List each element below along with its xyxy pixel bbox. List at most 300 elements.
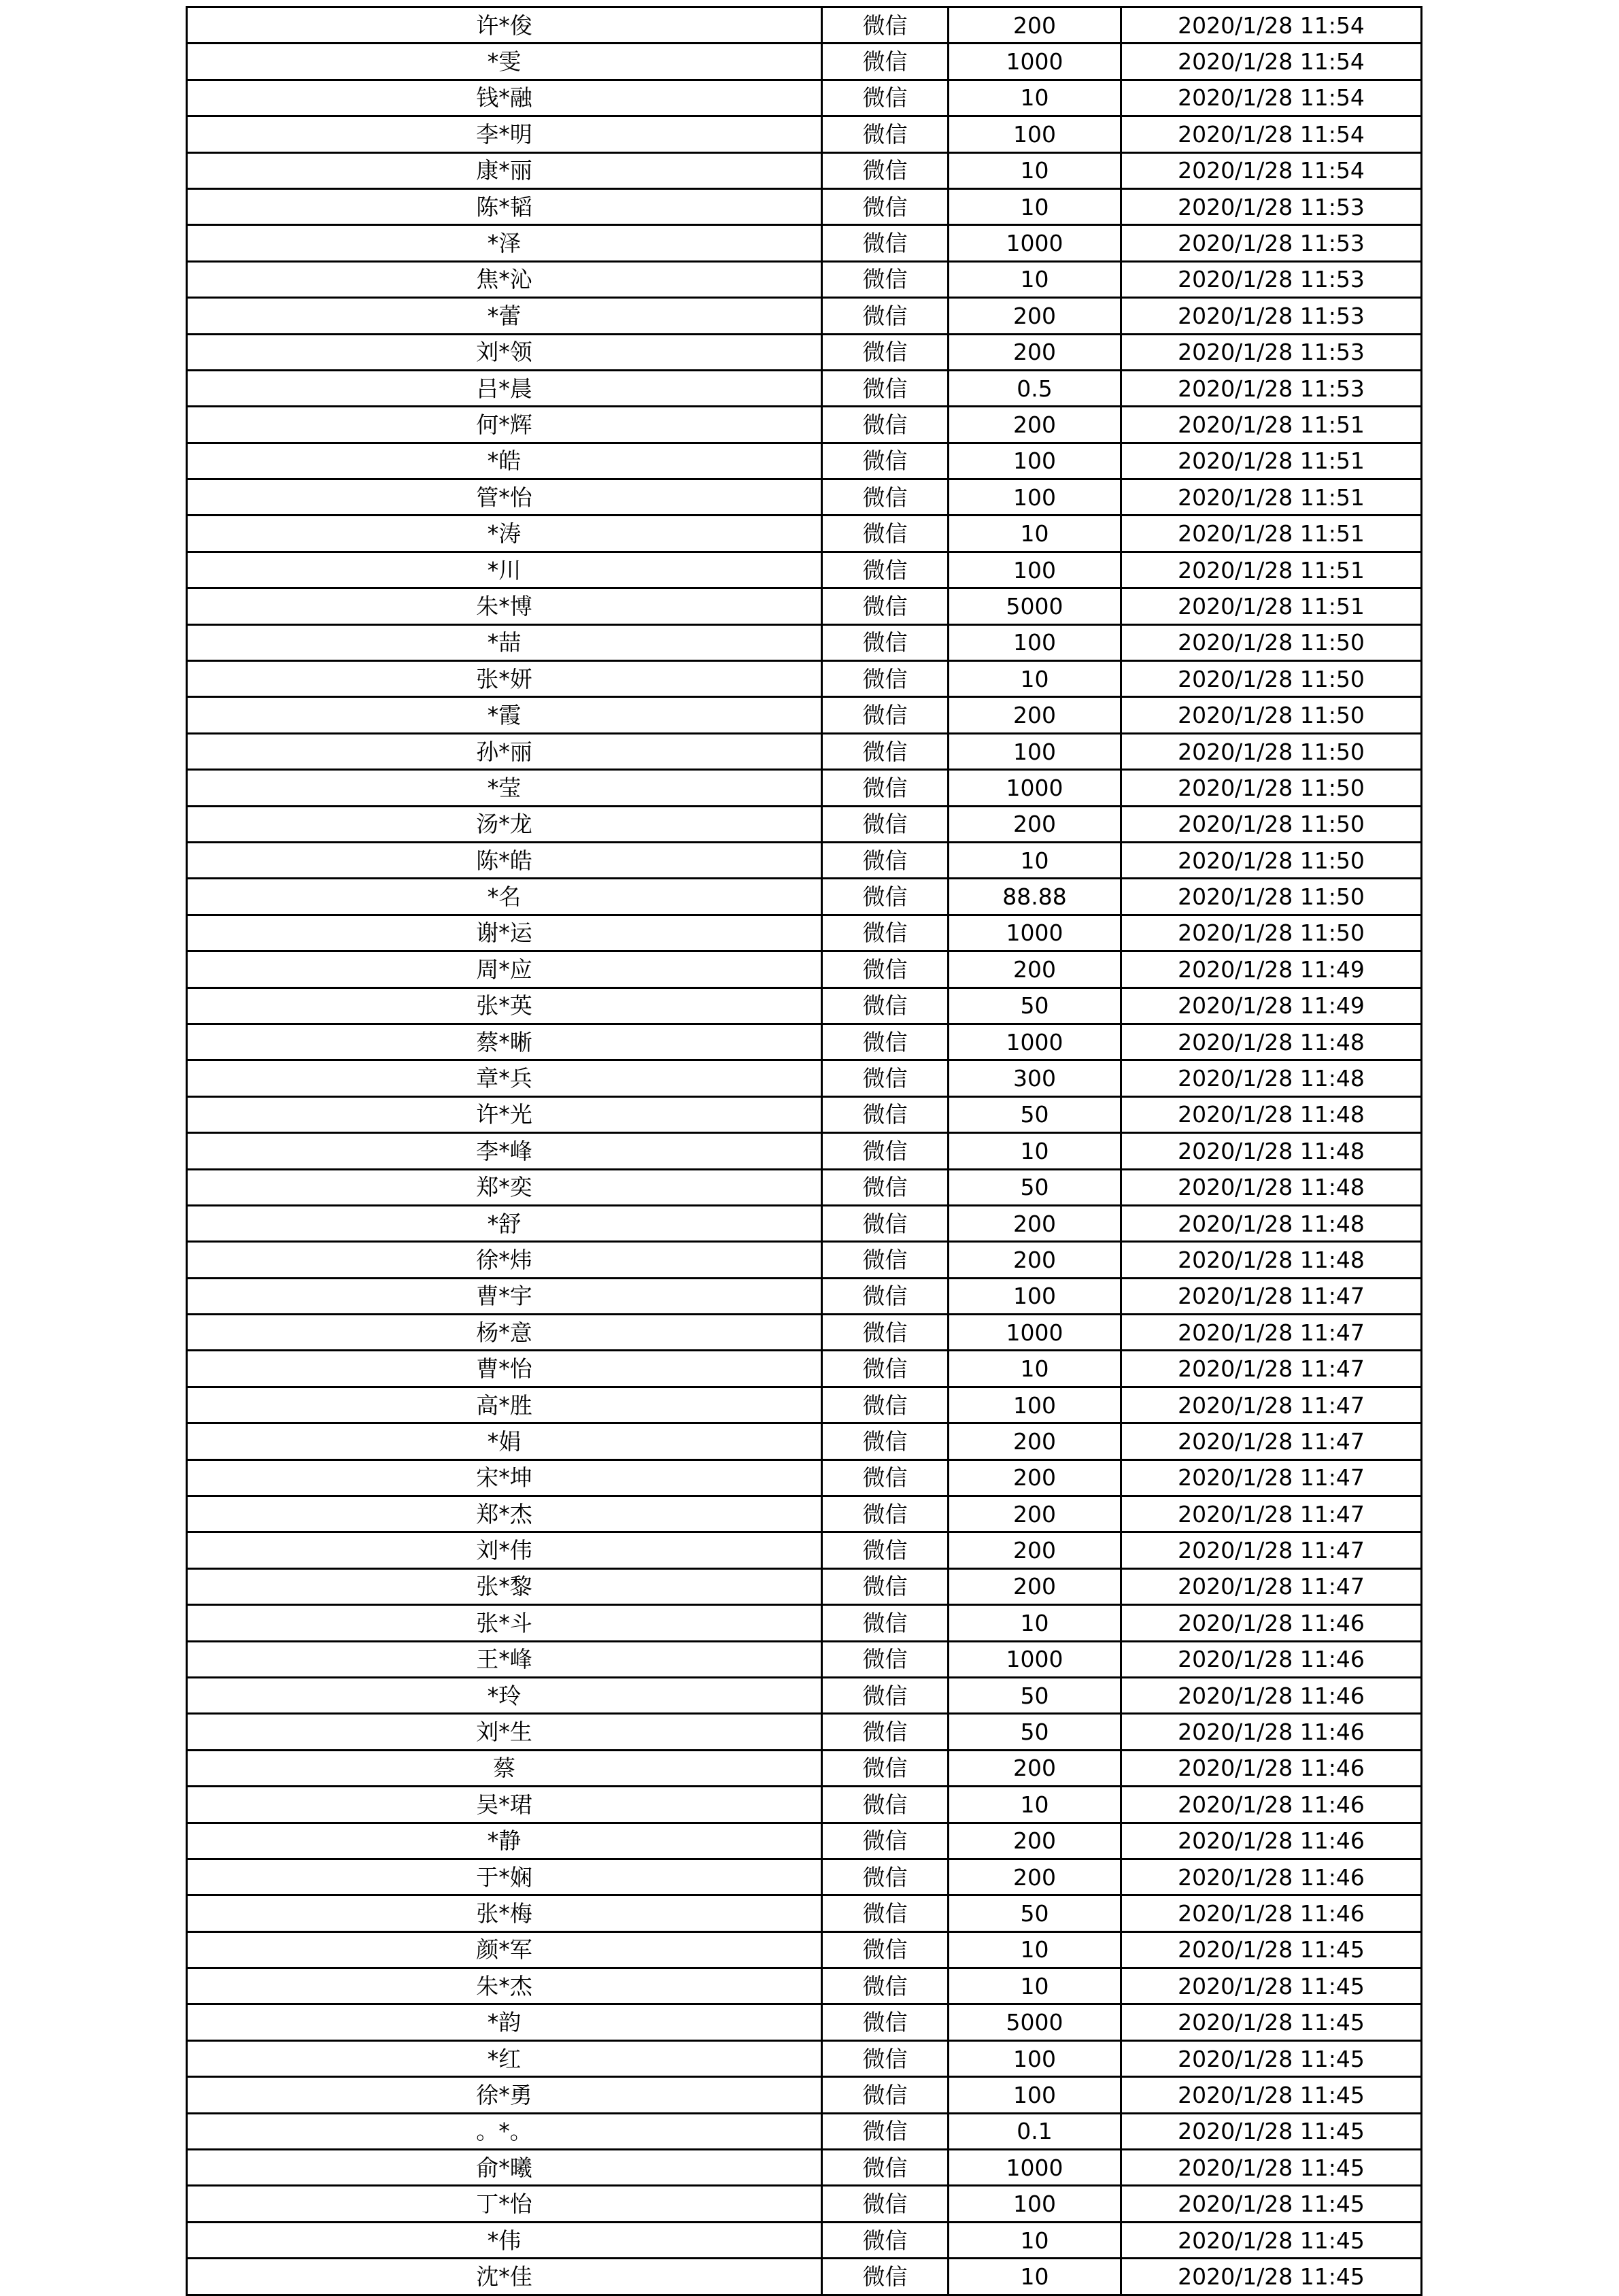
table-row xyxy=(187,2113,1422,2149)
payment-method-cell: 微信 xyxy=(822,80,949,116)
table-row xyxy=(187,1641,1422,1677)
donor-name-cell: 康*丽 xyxy=(187,152,822,188)
datetime-cell: 2020/1/28 11:48 xyxy=(1121,1060,1422,1096)
table-row xyxy=(187,624,1422,660)
payment-method-cell: 微信 xyxy=(822,733,949,769)
table-row xyxy=(187,7,1422,44)
donor-name-cell: 张*梅 xyxy=(187,1895,822,1931)
payment-method-cell: 微信 xyxy=(822,2222,949,2258)
table-row xyxy=(187,552,1422,588)
datetime-cell: 2020/1/28 11:51 xyxy=(1121,552,1422,588)
table-row xyxy=(187,1532,1422,1568)
datetime-cell: 2020/1/28 11:50 xyxy=(1121,661,1422,697)
donor-name-cell: 李*峰 xyxy=(187,1133,822,1169)
datetime-cell: 2020/1/28 11:45 xyxy=(1121,2186,1422,2222)
amount-cell: 50 xyxy=(949,1169,1121,1205)
payment-method-cell: 微信 xyxy=(822,1532,949,1568)
donor-name-cell: 焦*沁 xyxy=(187,261,822,297)
table-row xyxy=(187,588,1422,624)
amount-cell: 1000 xyxy=(949,1024,1121,1060)
donor-name-cell: *娟 xyxy=(187,1423,822,1459)
payment-method-cell: 微信 xyxy=(822,1895,949,1931)
amount-cell: 300 xyxy=(949,1060,1121,1096)
payment-method-cell: 微信 xyxy=(822,152,949,188)
amount-cell: 0.5 xyxy=(949,370,1121,406)
amount-cell: 200 xyxy=(949,1496,1121,1532)
donor-name-cell: 何*辉 xyxy=(187,407,822,443)
datetime-cell: 2020/1/28 11:53 xyxy=(1121,225,1422,261)
donor-name-cell: 高*胜 xyxy=(187,1387,822,1423)
table-row xyxy=(187,661,1422,697)
table-row xyxy=(187,1387,1422,1423)
donor-name-cell: 丁*怡 xyxy=(187,2186,822,2222)
table-row xyxy=(187,1242,1422,1278)
amount-cell: 50 xyxy=(949,1677,1121,1713)
payment-method-cell: 微信 xyxy=(822,1278,949,1314)
datetime-cell: 2020/1/28 11:53 xyxy=(1121,188,1422,224)
donor-name-cell: 张*斗 xyxy=(187,1605,822,1641)
datetime-cell: 2020/1/28 11:46 xyxy=(1121,1895,1422,1931)
datetime-cell: 2020/1/28 11:49 xyxy=(1121,987,1422,1024)
donor-name-cell: *霞 xyxy=(187,697,822,733)
table-row xyxy=(187,2077,1422,2113)
table-row xyxy=(187,1859,1422,1895)
datetime-cell: 2020/1/28 11:47 xyxy=(1121,1351,1422,1387)
donor-name-cell: 许*俊 xyxy=(187,7,822,44)
amount-cell: 10 xyxy=(949,2259,1121,2295)
payment-method-cell: 微信 xyxy=(822,407,949,443)
donor-name-cell: 蔡*晰 xyxy=(187,1024,822,1060)
payment-method-cell: 微信 xyxy=(822,261,949,297)
table-row xyxy=(187,1205,1422,1241)
payment-method-cell: 微信 xyxy=(822,879,949,915)
donor-name-cell: 颜*军 xyxy=(187,1931,822,1968)
payment-method-cell: 微信 xyxy=(822,987,949,1024)
amount-cell: 10 xyxy=(949,1133,1121,1169)
donor-name-cell: 徐*勇 xyxy=(187,2077,822,2113)
donation-table xyxy=(186,6,1422,2296)
amount-cell: 1000 xyxy=(949,225,1121,261)
datetime-cell: 2020/1/28 11:54 xyxy=(1121,116,1422,152)
donor-name-cell: 许*光 xyxy=(187,1096,822,1132)
donor-name-cell: 张*英 xyxy=(187,987,822,1024)
donor-name-cell: 宋*坤 xyxy=(187,1459,822,1496)
amount-cell: 1000 xyxy=(949,1315,1121,1351)
donor-name-cell: 蔡 xyxy=(187,1750,822,1786)
payment-method-cell: 微信 xyxy=(822,588,949,624)
table-row xyxy=(187,1895,1422,1931)
amount-cell: 10 xyxy=(949,2222,1121,2258)
donor-name-cell: 张*黎 xyxy=(187,1568,822,1604)
table-row xyxy=(187,479,1422,516)
datetime-cell: 2020/1/28 11:45 xyxy=(1121,2004,1422,2040)
table-row xyxy=(187,152,1422,188)
table-row xyxy=(187,1351,1422,1387)
datetime-cell: 2020/1/28 11:47 xyxy=(1121,1496,1422,1532)
datetime-cell: 2020/1/28 11:53 xyxy=(1121,334,1422,370)
amount-cell: 10 xyxy=(949,1351,1121,1387)
payment-method-cell: 微信 xyxy=(822,298,949,334)
payment-method-cell: 微信 xyxy=(822,2077,949,2113)
donor-name-cell: 吴*珺 xyxy=(187,1787,822,1823)
donor-name-cell: *蕾 xyxy=(187,298,822,334)
amount-cell: 100 xyxy=(949,1278,1121,1314)
donor-name-cell: 刘*领 xyxy=(187,334,822,370)
datetime-cell: 2020/1/28 11:46 xyxy=(1121,1859,1422,1895)
donor-name-cell: *莹 xyxy=(187,770,822,806)
datetime-cell: 2020/1/28 11:46 xyxy=(1121,1677,1422,1713)
datetime-cell: 2020/1/28 11:46 xyxy=(1121,1605,1422,1641)
payment-method-cell: 微信 xyxy=(822,1387,949,1423)
table-row xyxy=(187,1459,1422,1496)
datetime-cell: 2020/1/28 11:49 xyxy=(1121,951,1422,987)
payment-method-cell: 微信 xyxy=(822,2150,949,2186)
table-row xyxy=(187,1931,1422,1968)
datetime-cell: 2020/1/28 11:45 xyxy=(1121,1968,1422,2004)
datetime-cell: 2020/1/28 11:46 xyxy=(1121,1750,1422,1786)
donor-name-cell: *雯 xyxy=(187,44,822,80)
amount-cell: 200 xyxy=(949,7,1121,44)
amount-cell: 100 xyxy=(949,479,1121,516)
datetime-cell: 2020/1/28 11:46 xyxy=(1121,1714,1422,1750)
amount-cell: 88.88 xyxy=(949,879,1121,915)
donor-name-cell: 王*峰 xyxy=(187,1641,822,1677)
table-row xyxy=(187,1024,1422,1060)
payment-method-cell: 微信 xyxy=(822,1351,949,1387)
amount-cell: 200 xyxy=(949,1750,1121,1786)
datetime-cell: 2020/1/28 11:45 xyxy=(1121,2150,1422,2186)
table-row xyxy=(187,879,1422,915)
donor-name-cell: 刘*生 xyxy=(187,1714,822,1750)
datetime-cell: 2020/1/28 11:48 xyxy=(1121,1024,1422,1060)
table-row xyxy=(187,1750,1422,1786)
payment-method-cell: 微信 xyxy=(822,225,949,261)
donor-name-cell: 刘*伟 xyxy=(187,1532,822,1568)
amount-cell: 200 xyxy=(949,298,1121,334)
table-row xyxy=(187,770,1422,806)
datetime-cell: 2020/1/28 11:53 xyxy=(1121,261,1422,297)
datetime-cell: 2020/1/28 11:48 xyxy=(1121,1096,1422,1132)
table-row xyxy=(187,1169,1422,1205)
datetime-cell: 2020/1/28 11:47 xyxy=(1121,1459,1422,1496)
datetime-cell: 2020/1/28 11:45 xyxy=(1121,2222,1422,2258)
donor-name-cell: 孙*丽 xyxy=(187,733,822,769)
amount-cell: 1000 xyxy=(949,1641,1121,1677)
amount-cell: 50 xyxy=(949,987,1121,1024)
table-row xyxy=(187,697,1422,733)
donor-name-cell: *川 xyxy=(187,552,822,588)
datetime-cell: 2020/1/28 11:54 xyxy=(1121,7,1422,44)
donor-name-cell: 徐*炜 xyxy=(187,1242,822,1278)
datetime-cell: 2020/1/28 11:45 xyxy=(1121,2113,1422,2149)
amount-cell: 1000 xyxy=(949,770,1121,806)
payment-method-cell: 微信 xyxy=(822,1315,949,1351)
donor-name-cell: *玲 xyxy=(187,1677,822,1713)
table-row xyxy=(187,2040,1422,2076)
donor-name-cell: 郑*杰 xyxy=(187,1496,822,1532)
datetime-cell: 2020/1/28 11:50 xyxy=(1121,770,1422,806)
donor-name-cell: *韵 xyxy=(187,2004,822,2040)
table-row xyxy=(187,370,1422,406)
datetime-cell: 2020/1/28 11:50 xyxy=(1121,697,1422,733)
payment-method-cell: 微信 xyxy=(822,1496,949,1532)
payment-method-cell: 微信 xyxy=(822,2040,949,2076)
donor-name-cell: 周*应 xyxy=(187,951,822,987)
table-row xyxy=(187,1060,1422,1096)
amount-cell: 1000 xyxy=(949,44,1121,80)
payment-method-cell: 微信 xyxy=(822,1423,949,1459)
table-row xyxy=(187,2259,1422,2295)
donor-name-cell: 曹*怡 xyxy=(187,1351,822,1387)
donor-name-cell: *涛 xyxy=(187,516,822,552)
amount-cell: 10 xyxy=(949,1968,1121,2004)
payment-method-cell: 微信 xyxy=(822,1931,949,1968)
amount-cell: 50 xyxy=(949,1714,1121,1750)
payment-method-cell: 微信 xyxy=(822,2186,949,2222)
datetime-cell: 2020/1/28 11:45 xyxy=(1121,2040,1422,2076)
amount-cell: 50 xyxy=(949,1096,1121,1132)
table-row xyxy=(187,1133,1422,1169)
table-row xyxy=(187,2222,1422,2258)
datetime-cell: 2020/1/28 11:45 xyxy=(1121,2077,1422,2113)
payment-method-cell: 微信 xyxy=(822,116,949,152)
table-row xyxy=(187,987,1422,1024)
amount-cell: 5000 xyxy=(949,588,1121,624)
table-row xyxy=(187,1823,1422,1859)
payment-method-cell: 微信 xyxy=(822,915,949,951)
donor-name-cell: 杨*意 xyxy=(187,1315,822,1351)
donor-name-cell: *红 xyxy=(187,2040,822,2076)
payment-method-cell: 微信 xyxy=(822,1169,949,1205)
table-row xyxy=(187,1423,1422,1459)
datetime-cell: 2020/1/28 11:51 xyxy=(1121,407,1422,443)
datetime-cell: 2020/1/28 11:47 xyxy=(1121,1315,1422,1351)
payment-method-cell: 微信 xyxy=(822,516,949,552)
table-row xyxy=(187,1496,1422,1532)
donor-name-cell: *静 xyxy=(187,1823,822,1859)
amount-cell: 10 xyxy=(949,261,1121,297)
payment-method-cell: 微信 xyxy=(822,443,949,479)
payment-method-cell: 微信 xyxy=(822,1823,949,1859)
amount-cell: 100 xyxy=(949,116,1121,152)
table-row xyxy=(187,1278,1422,1314)
amount-cell: 100 xyxy=(949,2186,1121,2222)
payment-method-cell: 微信 xyxy=(822,1024,949,1060)
payment-method-cell: 微信 xyxy=(822,188,949,224)
donor-name-cell: 俞*曦 xyxy=(187,2150,822,2186)
payment-method-cell: 微信 xyxy=(822,1568,949,1604)
datetime-cell: 2020/1/28 11:50 xyxy=(1121,879,1422,915)
table-row xyxy=(187,298,1422,334)
datetime-cell: 2020/1/28 11:45 xyxy=(1121,1931,1422,1968)
table-row xyxy=(187,1096,1422,1132)
payment-method-cell: 微信 xyxy=(822,1060,949,1096)
payment-method-cell: 微信 xyxy=(822,1750,949,1786)
donor-name-cell: *喆 xyxy=(187,624,822,660)
table-row xyxy=(187,842,1422,878)
payment-method-cell: 微信 xyxy=(822,2259,949,2295)
donor-name-cell: 章*兵 xyxy=(187,1060,822,1096)
amount-cell: 10 xyxy=(949,188,1121,224)
amount-cell: 100 xyxy=(949,1387,1121,1423)
amount-cell: 200 xyxy=(949,1423,1121,1459)
amount-cell: 200 xyxy=(949,1568,1121,1604)
datetime-cell: 2020/1/28 11:50 xyxy=(1121,915,1422,951)
table-row xyxy=(187,1568,1422,1604)
payment-method-cell: 微信 xyxy=(822,1859,949,1895)
amount-cell: 1000 xyxy=(949,915,1121,951)
payment-method-cell: 微信 xyxy=(822,1605,949,1641)
payment-method-cell: 微信 xyxy=(822,1714,949,1750)
table-row xyxy=(187,516,1422,552)
amount-cell: 0.1 xyxy=(949,2113,1121,2149)
payment-method-cell: 微信 xyxy=(822,1133,949,1169)
datetime-cell: 2020/1/28 11:51 xyxy=(1121,443,1422,479)
amount-cell: 10 xyxy=(949,516,1121,552)
amount-cell: 10 xyxy=(949,661,1121,697)
amount-cell: 1000 xyxy=(949,2150,1121,2186)
datetime-cell: 2020/1/28 11:46 xyxy=(1121,1787,1422,1823)
datetime-cell: 2020/1/28 11:48 xyxy=(1121,1205,1422,1241)
datetime-cell: 2020/1/28 11:46 xyxy=(1121,1641,1422,1677)
donor-name-cell: *伟 xyxy=(187,2222,822,2258)
table-row xyxy=(187,806,1422,842)
datetime-cell: 2020/1/28 11:51 xyxy=(1121,479,1422,516)
table-row xyxy=(187,261,1422,297)
payment-method-cell: 微信 xyxy=(822,552,949,588)
table-row xyxy=(187,2150,1422,2186)
payment-method-cell: 微信 xyxy=(822,1641,949,1677)
amount-cell: 200 xyxy=(949,1532,1121,1568)
table-row xyxy=(187,334,1422,370)
table-row xyxy=(187,2186,1422,2222)
datetime-cell: 2020/1/28 11:50 xyxy=(1121,624,1422,660)
datetime-cell: 2020/1/28 11:54 xyxy=(1121,152,1422,188)
payment-method-cell: 微信 xyxy=(822,842,949,878)
datetime-cell: 2020/1/28 11:50 xyxy=(1121,842,1422,878)
donor-name-cell: 朱*博 xyxy=(187,588,822,624)
payment-method-cell: 微信 xyxy=(822,1242,949,1278)
amount-cell: 10 xyxy=(949,152,1121,188)
table-row xyxy=(187,1714,1422,1750)
datetime-cell: 2020/1/28 11:48 xyxy=(1121,1169,1422,1205)
table-body xyxy=(187,7,1422,2295)
table-row xyxy=(187,1677,1422,1713)
datetime-cell: 2020/1/28 11:53 xyxy=(1121,298,1422,334)
payment-method-cell: 微信 xyxy=(822,1096,949,1132)
datetime-cell: 2020/1/28 11:47 xyxy=(1121,1532,1422,1568)
datetime-cell: 2020/1/28 11:47 xyxy=(1121,1387,1422,1423)
table-row xyxy=(187,951,1422,987)
table-row xyxy=(187,1787,1422,1823)
donor-name-cell: 陈*韬 xyxy=(187,188,822,224)
amount-cell: 5000 xyxy=(949,2004,1121,2040)
payment-method-cell: 微信 xyxy=(822,44,949,80)
table-row xyxy=(187,915,1422,951)
amount-cell: 200 xyxy=(949,1823,1121,1859)
datetime-cell: 2020/1/28 11:53 xyxy=(1121,370,1422,406)
payment-method-cell: 微信 xyxy=(822,1787,949,1823)
payment-method-cell: 微信 xyxy=(822,624,949,660)
donor-name-cell: 汤*龙 xyxy=(187,806,822,842)
donor-name-cell: 。*。 xyxy=(187,2113,822,2149)
payment-method-cell: 微信 xyxy=(822,770,949,806)
payment-method-cell: 微信 xyxy=(822,2113,949,2149)
payment-method-cell: 微信 xyxy=(822,479,949,516)
amount-cell: 10 xyxy=(949,842,1121,878)
donor-name-cell: 钱*融 xyxy=(187,80,822,116)
donor-name-cell: *泽 xyxy=(187,225,822,261)
amount-cell: 100 xyxy=(949,624,1121,660)
donor-name-cell: 沈*佳 xyxy=(187,2259,822,2295)
donor-name-cell: 朱*杰 xyxy=(187,1968,822,2004)
amount-cell: 100 xyxy=(949,443,1121,479)
donor-name-cell: 张*妍 xyxy=(187,661,822,697)
payment-method-cell: 微信 xyxy=(822,661,949,697)
table-row xyxy=(187,443,1422,479)
amount-cell: 200 xyxy=(949,697,1121,733)
donor-name-cell: 管*怡 xyxy=(187,479,822,516)
donor-name-cell: *皓 xyxy=(187,443,822,479)
table-row xyxy=(187,2004,1422,2040)
datetime-cell: 2020/1/28 11:45 xyxy=(1121,2259,1422,2295)
donor-name-cell: 陈*皓 xyxy=(187,842,822,878)
datetime-cell: 2020/1/28 11:50 xyxy=(1121,733,1422,769)
table-row xyxy=(187,1968,1422,2004)
datetime-cell: 2020/1/28 11:48 xyxy=(1121,1133,1422,1169)
payment-method-cell: 微信 xyxy=(822,697,949,733)
donor-name-cell: 李*明 xyxy=(187,116,822,152)
donor-name-cell: 于*娴 xyxy=(187,1859,822,1895)
table-row xyxy=(187,44,1422,80)
table-row xyxy=(187,116,1422,152)
table-row xyxy=(187,188,1422,224)
donor-name-cell: 郑*奕 xyxy=(187,1169,822,1205)
payment-method-cell: 微信 xyxy=(822,951,949,987)
amount-cell: 200 xyxy=(949,1205,1121,1241)
amount-cell: 200 xyxy=(949,806,1121,842)
amount-cell: 200 xyxy=(949,334,1121,370)
amount-cell: 200 xyxy=(949,407,1121,443)
amount-cell: 50 xyxy=(949,1895,1121,1931)
datetime-cell: 2020/1/28 11:54 xyxy=(1121,44,1422,80)
payment-method-cell: 微信 xyxy=(822,1677,949,1713)
amount-cell: 200 xyxy=(949,1242,1121,1278)
table-row xyxy=(187,80,1422,116)
table-row xyxy=(187,225,1422,261)
donor-name-cell: *名 xyxy=(187,879,822,915)
datetime-cell: 2020/1/28 11:54 xyxy=(1121,80,1422,116)
datetime-cell: 2020/1/28 11:47 xyxy=(1121,1423,1422,1459)
datetime-cell: 2020/1/28 11:46 xyxy=(1121,1823,1422,1859)
datetime-cell: 2020/1/28 11:51 xyxy=(1121,588,1422,624)
payment-method-cell: 微信 xyxy=(822,806,949,842)
datetime-cell: 2020/1/28 11:48 xyxy=(1121,1242,1422,1278)
amount-cell: 200 xyxy=(949,1459,1121,1496)
donor-name-cell: *舒 xyxy=(187,1205,822,1241)
donor-name-cell: 曹*宇 xyxy=(187,1278,822,1314)
payment-method-cell: 微信 xyxy=(822,1205,949,1241)
amount-cell: 100 xyxy=(949,733,1121,769)
payment-method-cell: 微信 xyxy=(822,1968,949,2004)
amount-cell: 10 xyxy=(949,1787,1121,1823)
amount-cell: 10 xyxy=(949,1605,1121,1641)
table-row xyxy=(187,733,1422,769)
datetime-cell: 2020/1/28 11:50 xyxy=(1121,806,1422,842)
datetime-cell: 2020/1/28 11:47 xyxy=(1121,1568,1422,1604)
payment-method-cell: 微信 xyxy=(822,334,949,370)
datetime-cell: 2020/1/28 11:47 xyxy=(1121,1278,1422,1314)
